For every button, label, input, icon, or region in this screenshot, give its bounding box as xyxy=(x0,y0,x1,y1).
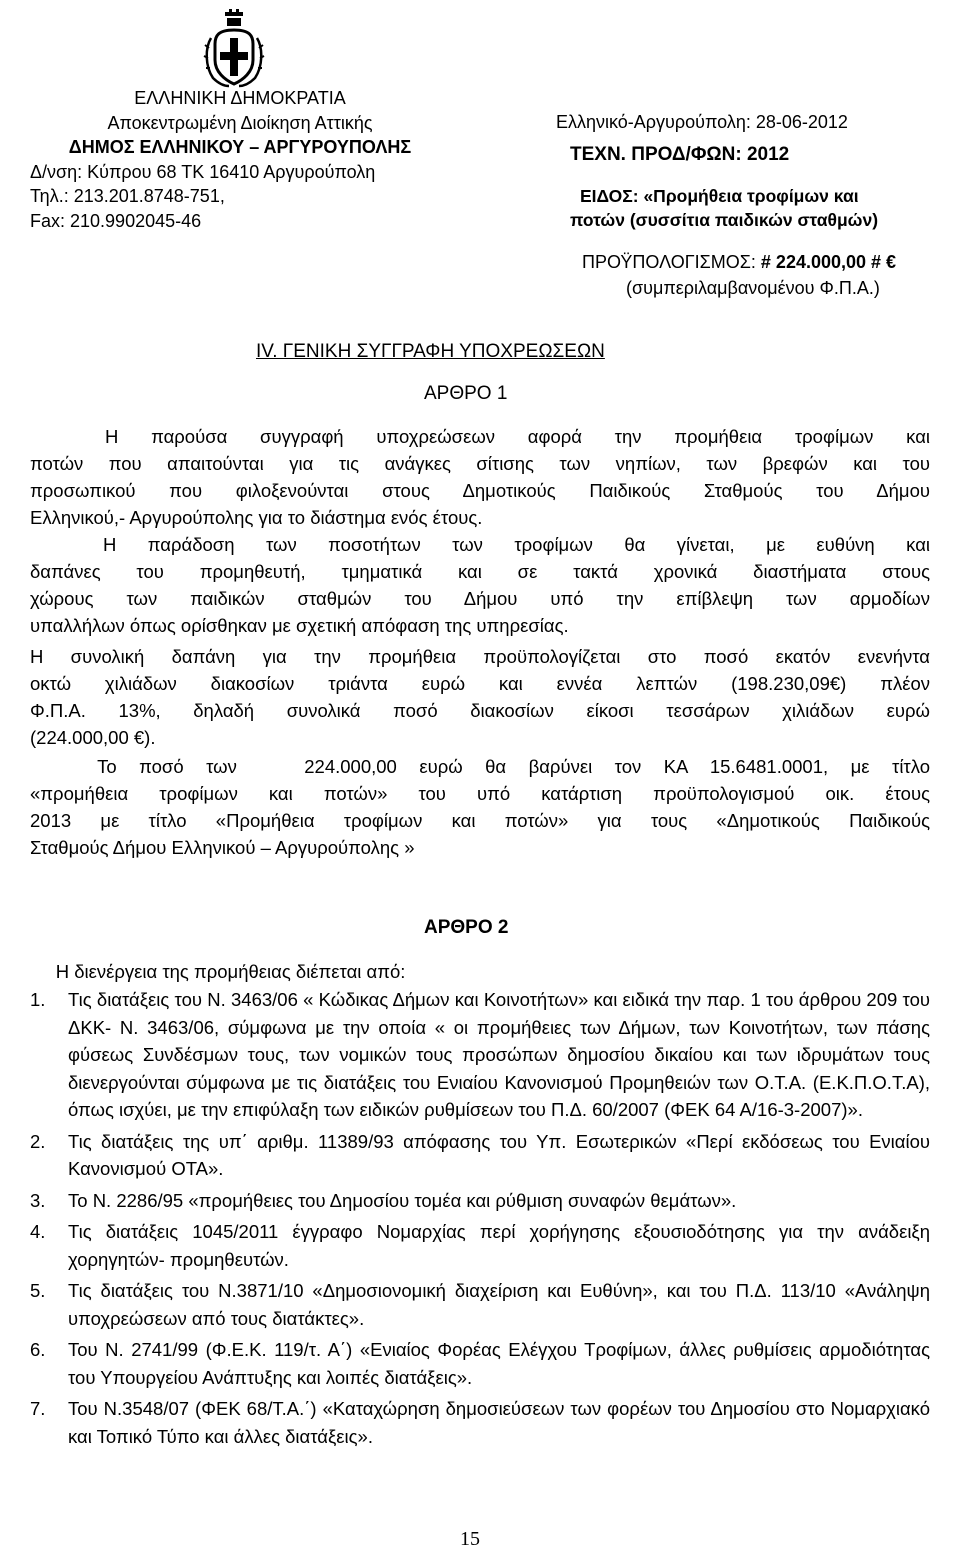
list-item xyxy=(30,1128,930,1183)
list-item-number: 4. xyxy=(30,1221,46,1242)
list-item-number: 1. xyxy=(30,989,46,1010)
administration-name: Αποκεντρωμένη Διοίκηση Αττικής xyxy=(107,112,373,133)
list-item-text: Τις διατάξεις της υπ΄ αριθμ. 11389/93 απόφασης του Υπ. Εσωτερικών «Περί εκδόσεως του Ενιαίου Κανονισμού ΟΤΑ». xyxy=(68,1130,930,1179)
list-item xyxy=(30,1187,930,1215)
kind-line-1: ΕΙΔΟΣ: «Προμήθεια τροφίμων και xyxy=(580,186,859,206)
budget-note: (συμπεριλαμβανομένου Φ.Π.Α.) xyxy=(626,278,880,298)
section-title: IV. ΓΕΝΙΚΗ ΣΥΓΓΡΑΦΗ ΥΠΟΧΡΕΩΣΕΩΝ xyxy=(256,341,605,362)
list-item xyxy=(30,1336,930,1391)
address-line: Δ/νση: Κύπρου 68 ΤΚ 16410 Αργυρούπολη xyxy=(30,161,376,182)
date-line: Ελληνικό-Αργυρούπολη: 28-06-2012 xyxy=(556,112,848,132)
list-item xyxy=(30,1218,930,1273)
budget-amount: # 224.000,00 # € xyxy=(760,252,897,272)
budget-label: ΠΡΟΫΠΟΛΟΓΙΣΜΟΣ: xyxy=(582,252,761,272)
issuer-block xyxy=(30,86,460,233)
list-item-text: Του Ν. 2741/99 (Φ.Ε.Κ. 119/τ. Α΄) «Ενιαίος Φορέας Ελέγχου Τροφίμων, άλλες ρυθμίσεις αρμοδιότητας του Υπουργείου Ανάπτυξης και λοιπές διατάξεις». xyxy=(68,1339,930,1388)
article-1-title: ΑΡΘΡΟ 1 xyxy=(424,383,508,404)
list-item-number: 2. xyxy=(30,1130,46,1152)
list-item-number: 5. xyxy=(30,1280,46,1301)
list-item xyxy=(30,1277,930,1332)
phone-line: Τηλ.: 213.201.8748-751, xyxy=(30,186,225,206)
list-item-text: Τις διατάξεις του Ν.3871/10 «Δημοσιονομική διαχείριση και Ευθύνη», και του Π.Δ. 113/10 «Ανάληψη υποχρεώσεων από τους διατάκτες». xyxy=(68,1280,930,1329)
list-item-text: Του Ν.3548/07 (ΦΕΚ 68/Τ.Α.΄) «Καταχώρηση δημοσιεύσεων των φορέων του Δημοσίου στο Νομαρχιακό και Τοπικό Τύπο και άλλες διατάξεις». xyxy=(68,1398,930,1447)
greek-emblem-icon xyxy=(203,8,265,88)
country-name: ΕΛΛΗΝΙΚΗ ΔΗΜΟΚΡΑΤΙΑ xyxy=(134,88,346,108)
article-1-paragraph-1: Η παρούσα συγγραφή υποχρεώσεων αφορά την προμήθεια τροφίμων και ποτών που απαιτούνται για τις ανάγκες σίτισης των νηπίων, των βρεφών και του προσωπικού που φιλοξενούνται στους Δημοτικούς Παιδικούς Σταθμούς του Δήμου Ελληνικού,- Αργυρούπολης για το διάστημα ενός έτους. xyxy=(30,426,930,528)
list-item-text: Τις διατάξεις 1045/2011 έγγραφο Νομαρχίας περί χορήγησης εξουσιοδότησης για την ανάδειξη χορηγητών- προμηθευτών. xyxy=(68,1221,930,1270)
list-item-text: Το Ν. 2286/95 «προμήθειες του Δημοσίου τομέα και ρύθμιση συναφών θεμάτων». xyxy=(68,1189,737,1211)
fax-line: Fax: 210.9902045-46 xyxy=(30,210,202,231)
list-item-text: Τις διατάξεις του Ν. 3463/06 « Κώδικας Δήμων και Κοινοτήτων» και ειδικά την παρ. 1 του άρθρου 209 του ΔΚΚ- Ν. 3463/06, σύμφωνα με την οποία « οι προμήθειες των Δήμων, των Κοινοτήτων, των πάσης φύσεως Συνδέσμων τους, των νομικών τους προσώπων δημοσίου δικαίου και των ιδρυμάτων τους διενεργούνται σύμφωνα με τις διατάξεις του Ενιαίου Κανονισμού Προμηθειών των Ο.Τ.Α. (Ε.Κ.Π.Ο.Τ.Α), όπως ισχύει, με την επιφύλαξη των ειδικών ρυθμίσεων του Π.Δ. 60/2007 (ΦΕΚ 64 Α/16-3-2007)». xyxy=(68,989,930,1120)
page-number: 15 xyxy=(460,1528,480,1550)
article-1-paragraph-4: Το ποσό των 224.000,00 ευρώ θα βαρύνει τον ΚΑ 15.6481.0001, με τίτλο «προμήθεια τροφίμων και ποτών» του υπό κατάρτιση προϋπολογισμού οικ. έτους 2013 με τίτλο «Προμήθεια τροφίμων και ποτών» για τους «Δημοτικούς Παιδικούς Σταθμούς Δήμου Ελληνικού – Αργυρούπολης » xyxy=(30,756,930,858)
list-item xyxy=(30,1395,930,1450)
budget-line xyxy=(582,252,896,273)
article-1-paragraph-3: Η συνολική δαπάνη για την προμήθεια προϋπολογίζεται στο ποσό εκατόν ενενήντα οκτώ χιλιάδων διακοσίων τριάντα ευρώ και εννέα λεπτών (198.230,09€) πλέον Φ.Π.Α. 13%, δηλαδή συνολικά ποσό διακοσίων είκοσι τεσσάρων χιλιάδων ευρώ (224.000,00 €). xyxy=(30,646,930,748)
list-item-number: 6. xyxy=(30,1339,46,1360)
article-2-title: ΑΡΘΡΟ 2 xyxy=(424,917,509,938)
list-item xyxy=(30,986,930,1124)
list-item-number: 7. xyxy=(30,1398,46,1419)
article-1-paragraph-2: Η παράδοση των ποσοτήτων των τροφίμων θα γίνεται, με ευθύνη και δαπάνες του προμηθευτή, τμηματικά και σε τακτά χρονικά διαστήματα στους χώρους των παιδικών σταθμών του Δήμου υπό την επίβλεψη των αρμοδίων υπαλλήλων όπως ορίσθηκαν με σχετική απόφαση της υπηρεσίας. xyxy=(30,534,930,636)
tech-spec-line: ΤΕΧΝ. ΠΡΟΔ/ΦΩΝ: 2012 xyxy=(570,144,790,165)
kind-line-2: ποτών (συσσίτια παιδικών σταθμών) xyxy=(570,210,879,230)
list-item-number: 3. xyxy=(30,1189,46,1211)
legal-basis-list xyxy=(30,986,930,1454)
municipality-name: ΔΗΜΟΣ ΕΛΛΗΝΙΚΟΥ – ΑΡΓΥΡΟΥΠΟΛΗΣ xyxy=(68,137,412,157)
article-2-intro: Η διενέργεια της προμήθειας διέπεται από: xyxy=(30,961,406,982)
